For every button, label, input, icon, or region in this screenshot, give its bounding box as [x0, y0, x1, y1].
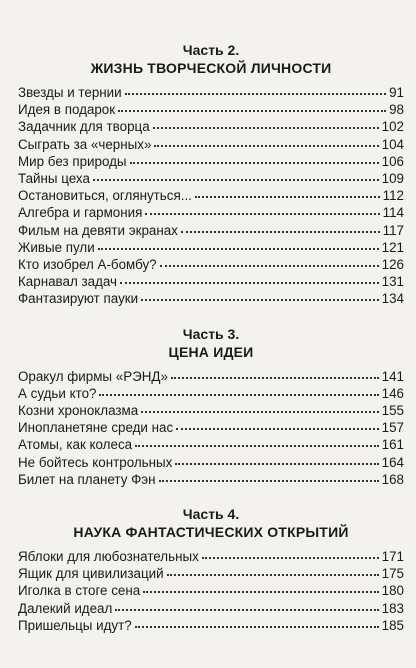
toc-entry [18, 222, 404, 239]
dot-leader [130, 152, 379, 164]
toc-entry [18, 187, 404, 204]
dot-leader [141, 289, 379, 301]
toc-entry-page: 146 [381, 385, 404, 401]
toc-entry-title: Кто изобрел А-бомбу? [18, 257, 157, 273]
dot-leader [120, 272, 379, 284]
toc-entry [18, 548, 404, 565]
toc-list [18, 548, 404, 634]
dot-leader [167, 564, 379, 576]
toc-list [18, 368, 404, 488]
part-heading [18, 326, 404, 361]
section-spacer [18, 308, 404, 322]
part-title: НАУКА ФАНТАСТИЧЕСКИХ ОТКРЫТИЙ [73, 524, 349, 541]
toc-entry-page: 102 [381, 119, 404, 135]
toc-entry-page: 121 [381, 239, 404, 255]
dot-leader [99, 384, 378, 396]
toc-entry-page: 104 [381, 136, 404, 152]
toc-entry-title: А судьи кто? [18, 385, 97, 401]
toc-entry [18, 84, 404, 101]
part-title: ЖИЗНЬ ТВОРЧЕСКОЙ ЛИЧНОСТИ [90, 60, 332, 76]
toc-entry [18, 582, 404, 599]
toc-entry-title: Не бойтесь контрольных [18, 454, 173, 470]
toc-entry-title: Козни хроноклазма [18, 403, 139, 419]
toc-entry-title: Инопланетяне среди нас [18, 420, 174, 436]
toc-entry-page: 126 [381, 257, 404, 273]
toc-entry-title: Далекий идеал [18, 600, 113, 616]
dot-leader [171, 367, 379, 379]
toc-entry-page: 109 [381, 171, 404, 187]
toc-entry-title: Задачник для творца [18, 119, 150, 135]
dot-leader [125, 83, 386, 95]
toc-entry-page: 171 [381, 549, 404, 565]
toc-entry-title: Фантазируют пауки [18, 291, 139, 307]
part-2-section [18, 42, 404, 308]
toc-entry-page: 155 [381, 403, 404, 419]
toc-entry [18, 273, 404, 290]
toc-entry-page: 114 [382, 205, 404, 221]
toc-entry-title: Ящик для цивилизаций [18, 566, 164, 582]
toc-entry-title: Оракул фирмы «РЭНД» [18, 368, 168, 384]
toc-entry-page: 185 [381, 617, 404, 633]
part-3-section [18, 326, 404, 488]
toc-entry-page: 134 [381, 291, 404, 307]
toc-entry [18, 118, 404, 135]
part-heading [18, 506, 404, 541]
dot-leader [176, 418, 378, 430]
dot-leader [202, 547, 379, 559]
toc-entry [18, 204, 404, 221]
toc-entry-title: Пришельцы идут? [18, 617, 132, 633]
dot-leader [135, 435, 379, 447]
toc-entry [18, 290, 404, 307]
toc-entry [18, 239, 404, 256]
toc-entry-title: Тайны цеха [18, 171, 90, 187]
section-spacer [18, 488, 404, 502]
toc-entry [18, 153, 404, 170]
dot-leader [159, 470, 379, 482]
toc-entry [18, 419, 404, 436]
toc-entry-title: Фильм на девяти экранах [18, 222, 178, 238]
part-heading [18, 42, 404, 77]
toc-entry-page: 117 [382, 222, 404, 238]
toc-entry-title: Звезды и тернии [18, 85, 122, 100]
dot-leader [153, 117, 379, 129]
toc-entry-page: 98 [389, 102, 404, 118]
toc-entry [18, 385, 404, 402]
toc-entry-page: 175 [381, 566, 404, 582]
toc-entry [18, 101, 404, 118]
dot-leader [118, 100, 386, 112]
toc-entry-page: 91 [389, 85, 404, 100]
toc-entry [18, 565, 404, 582]
part-number: Часть 2. [182, 42, 240, 58]
toc-entry-title: Идея в подарок [18, 102, 116, 118]
toc-entry-page: 183 [381, 600, 404, 616]
toc-entry-page: 157 [381, 420, 404, 436]
toc-entry-page: 131 [381, 274, 404, 290]
toc-entry [18, 368, 404, 385]
toc-entry-page: 164 [381, 454, 404, 470]
toc-entry [18, 471, 404, 488]
toc-entry-page: 161 [381, 437, 404, 453]
dot-leader [181, 221, 380, 233]
toc-entry [18, 402, 404, 419]
dot-leader [160, 255, 379, 267]
part-4-section [18, 506, 404, 634]
dot-leader [154, 135, 378, 147]
part-number: Часть 4. [182, 506, 240, 523]
dot-leader [135, 616, 379, 628]
toc-entry [18, 136, 404, 153]
toc-entry-title: Яблоки для любознательных [18, 549, 199, 565]
toc-entry [18, 170, 404, 187]
toc-entry [18, 600, 404, 617]
toc-entry [18, 617, 404, 634]
toc-entry-page: 168 [381, 471, 404, 487]
toc-entry [18, 454, 404, 471]
dot-leader [175, 453, 378, 465]
toc-entry-title: Мир без природы [18, 153, 127, 169]
toc-entry-title: Атомы, как колеса [18, 437, 133, 453]
toc-entry-title: Алгебра и гармония [18, 205, 143, 221]
dot-leader [143, 581, 378, 593]
toc-entry-title: Живые пули [18, 239, 95, 255]
toc-entry-title: Остановиться, оглянуться... [18, 188, 192, 204]
dot-leader [115, 599, 378, 611]
part-number: Часть 3. [182, 325, 240, 342]
dot-leader [195, 186, 380, 198]
dot-leader [98, 238, 379, 250]
dot-leader [141, 401, 378, 413]
toc-entry-title: Иголка в стоге сена [18, 583, 141, 599]
dot-leader [93, 169, 379, 181]
toc-entry-title: Карнавал задач [18, 274, 118, 290]
toc-entry [18, 256, 404, 273]
toc-entry-page: 112 [382, 188, 404, 204]
toc-entry [18, 436, 404, 453]
toc-entry-title: Сыграть за «черных» [18, 136, 152, 152]
toc-entry-title: Билет на планету Фэн [18, 471, 156, 487]
toc-entry-page: 106 [381, 153, 404, 169]
dot-leader [145, 203, 379, 215]
toc-entry-page: 141 [381, 368, 404, 384]
part-title: ЦЕНА ИДЕИ [168, 343, 254, 360]
toc-list [18, 84, 404, 308]
toc-entry-page: 180 [381, 583, 404, 599]
